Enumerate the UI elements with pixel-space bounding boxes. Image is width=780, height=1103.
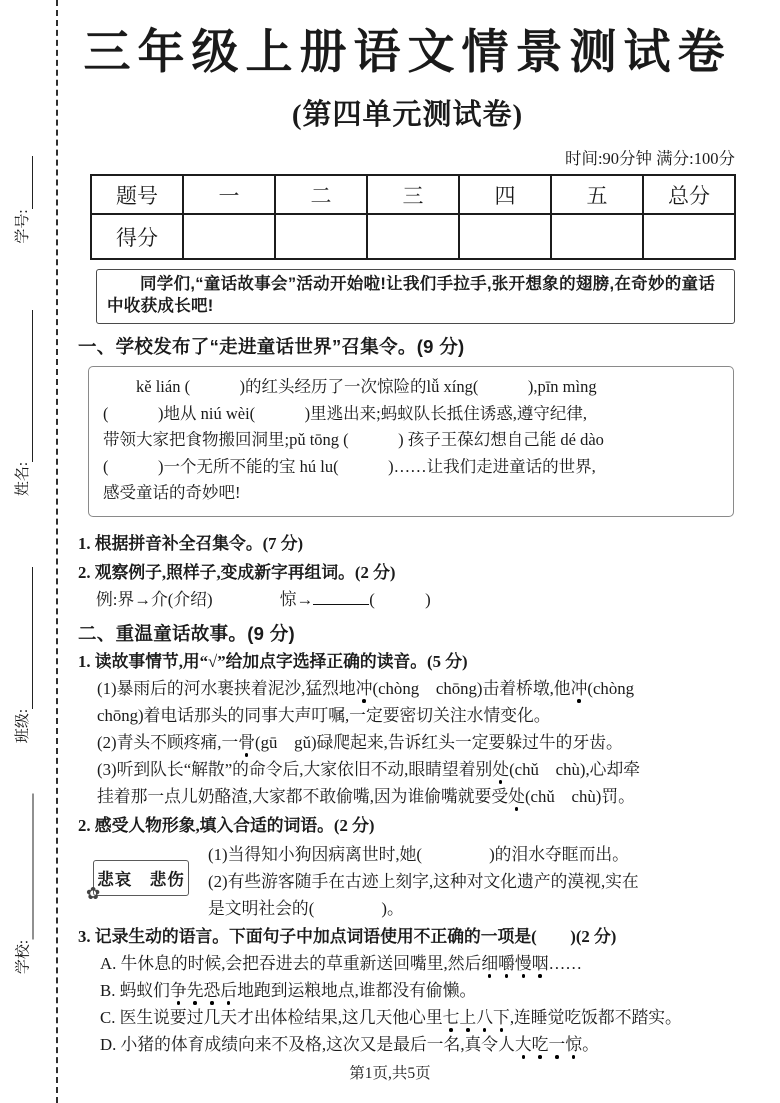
option-d: D. 小猪的体育成绩向来不及格,这次又是最后一名,真令人大吃一惊。 [100, 1034, 599, 1054]
paper-content [78, 0, 737, 1058]
class-label: 班级: [15, 708, 31, 744]
section2-header: 二、重温童话故事。(9 分) [78, 622, 295, 644]
q2-item-1: (1)当得知小狗因病离世时,她( )的泪水夺眶而出。 [208, 844, 629, 864]
callout-line: ( )一个无所不能的宝 hú lu( )……让我们走进童话的世界, [103, 456, 596, 476]
score-col-5: 五 [551, 175, 643, 214]
q1-item-2: (2)青头不顾疼痛,一骨(gū gǔ)碌爬起来,告诉红头一定要躲过牛的牙齿。 [97, 732, 623, 752]
score-col-2: 二 [275, 175, 367, 214]
student-id-label: 学号: [15, 209, 31, 244]
school-label: 学校: [15, 939, 32, 975]
section1-question2: 2. 观察例子,照样子,变成新字再组词。(2 分) [78, 562, 396, 582]
flower-icon: ✿ [86, 883, 102, 904]
word-bank-box [86, 860, 189, 904]
score-cell [643, 214, 735, 259]
student-name-field [11, 307, 33, 499]
notice-box: 同学们,“童话故事会”活动开始啦!让我们手拉手,张开想象的翅膀,在奇妙的童话中收获成长吧! [96, 269, 735, 324]
score-col-1: 一 [183, 175, 275, 214]
school-field [12, 790, 34, 979]
score-table-score-row [91, 214, 735, 259]
q1-item-1-line-1: (1)暴雨后的河水裹挟着泥沙,猛烈地冲(chòng chōng)击着桥墩,他冲(chòng [97, 678, 634, 698]
score-cell [183, 214, 275, 259]
q2-item-2-line-1: (2)有些游客随手在古迹上刻字,这种对文化遗产的漠视,实在 [208, 871, 639, 891]
q1-item-3-line-2: 挂着那一点儿奶酪渣,大家都不敢偷嘴,因为谁偷嘴就要受处(chǔ chù)罚。 [97, 786, 635, 806]
question2-lines [208, 841, 737, 922]
callout-line: kě lián ( )的红头经历了一次惊险的lǚ xíng( ),pīn mìng [136, 377, 597, 397]
q2-item-2-line-2: 是文明社会的( )。 [208, 898, 404, 918]
score-col-3: 三 [367, 175, 459, 214]
q1-item-3-line-1: (3)听到队长“解散”的命令后,大家依旧不动,眼睛望着别处(chǔ chù),心却牵 [97, 759, 641, 779]
paper-subtitle: (第四单元测试卷) [291, 99, 524, 132]
question2-block [78, 841, 737, 923]
score-cell [367, 214, 459, 259]
student-id-blank-line [17, 156, 33, 209]
option-c: C. 医生说要过几天才出体检结果,这几天他心里七上八下,连睡觉吃饭都不踏实。 [100, 1007, 682, 1027]
student-name-blank-line [17, 310, 33, 462]
callout-line: 带领大家把食物搬回洞里;pǔ tōng ( ) 孩子王葆幻想自己能 dé dào [103, 430, 604, 450]
seal-dashed-line [56, 0, 58, 1103]
class-field [11, 564, 33, 746]
q1-item-1-line-2: chōng)着电话那头的同事大声叮嘱,一定要密切关注水情变化。 [97, 705, 551, 725]
school-blank-line [18, 794, 34, 940]
word-bank-words: 悲哀 悲伤 [97, 869, 185, 889]
score-cell [551, 214, 643, 259]
option-b: B. 蚂蚁们争先恐后地跑到运粮地点,谁都没有偷懒。 [100, 980, 477, 1000]
time-score-info: 时间:90分钟 满分:100分 [564, 149, 735, 169]
option-a: A. 牛休息的时候,会把吞进去的草重新送回嘴里,然后细嚼慢咽…… [100, 953, 583, 973]
section1-header: 一、学校发布了“走进童话世界”召集令。(9 分) [78, 336, 465, 358]
student-name-label: 姓名: [15, 461, 31, 497]
page-number: 第1页,共5页 [349, 1065, 431, 1082]
score-col-4: 四 [459, 175, 551, 214]
section2-question1-stem: 1. 读故事情节,用“√”给加点字选择正确的读音。(5 分) [78, 651, 468, 671]
callout-line: ( )地从 niú wèi( )里逃出来;蚂蚁队长抵住诱惑,遵守纪律, [103, 403, 587, 423]
score-cell [459, 214, 551, 259]
score-table-header-row [91, 175, 735, 214]
score-table [90, 174, 736, 260]
score-table-corner: 题号 [91, 175, 183, 214]
score-col-total: 总分 [643, 175, 735, 214]
pinyin-callout-box [88, 366, 734, 517]
section2-question3-stem: 3. 记录生动的语言。下面句子中加点词语使用不正确的一项是( )(2 分) [78, 926, 617, 946]
callout-line: 感受童话的奇妙吧! [103, 483, 241, 503]
score-row-label: 得分 [91, 214, 183, 259]
score-cell [275, 214, 367, 259]
student-id-field [11, 154, 33, 246]
section1-question1: 1. 根据拼音补全召集令。(7 分) [78, 533, 304, 553]
section2-question2-stem: 2. 感受人物形象,填入合适的词语。(2 分) [78, 815, 375, 835]
paper-title: 三年级上册语文情景测试卷 [83, 27, 732, 79]
section1-question2-example: 例:界→介(介绍) 惊→ ( ) [96, 586, 737, 613]
class-blank-line [17, 567, 33, 709]
